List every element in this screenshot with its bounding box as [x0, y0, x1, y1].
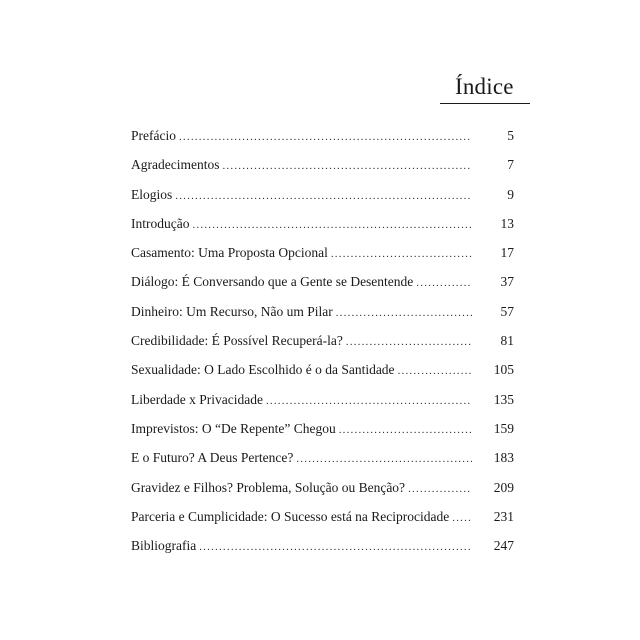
dot-leader: [331, 244, 472, 264]
toc-entry-page: 231: [493, 508, 514, 524]
dot-leader: [175, 186, 472, 206]
dot-leader: [192, 215, 472, 235]
dot-leader: [339, 420, 472, 440]
toc-entry: [131, 185, 514, 214]
toc-entry: [131, 478, 514, 507]
toc-entry-page: 209: [493, 479, 514, 495]
toc-entry: [131, 390, 514, 419]
toc-entry: [131, 272, 514, 301]
toc-entry-page: 81: [500, 333, 514, 349]
toc-entry-title: Diálogo: É Conversando que a Gente se Desentende: [131, 274, 414, 290]
toc-entry: [131, 155, 514, 184]
toc-entry-title: Dinheiro: Um Recurso, Não um Pilar: [131, 303, 333, 319]
dot-leader: [179, 127, 472, 147]
dot-leader: [336, 303, 472, 323]
toc-entry-title: Introdução: [131, 215, 190, 231]
toc-entry: [131, 360, 514, 389]
toc-entry: [131, 214, 514, 243]
dot-leader: [346, 332, 472, 352]
toc-entry-title: Credibilidade: É Possível Recuperá-la?: [131, 333, 343, 349]
toc-entry: [131, 126, 514, 155]
toc-entry-page: 13: [500, 215, 514, 231]
toc-entry: [131, 419, 514, 448]
toc-entry-title: Agradecimentos: [131, 157, 220, 173]
toc-entry-title: Imprevistos: O “De Repente” Chegou: [131, 420, 336, 436]
dot-leader: [408, 479, 472, 499]
toc-entry-title: Bibliografia: [131, 538, 197, 554]
title-underline: [440, 103, 530, 104]
toc-entry-page: 9: [507, 186, 514, 202]
toc-entry-page: 105: [493, 362, 514, 378]
page-title: Índice: [455, 74, 514, 99]
toc-entry-title: Casamento: Uma Proposta Opcional: [131, 245, 328, 261]
dot-leader: [222, 156, 472, 176]
dot-leader: [296, 449, 472, 469]
toc-entry-page: 5: [507, 128, 514, 143]
toc-entry-page: 183: [493, 450, 514, 466]
toc-entry-title: Prefácio: [131, 128, 176, 143]
toc-entry-page: 17: [500, 245, 514, 261]
dot-leader: [416, 273, 472, 293]
dot-leader: [266, 391, 472, 411]
toc-entry: [131, 448, 514, 477]
toc-entry-title: Parceria e Cumplicidade: O Sucesso está na Reciprocidade: [131, 508, 450, 524]
toc-entry-page: 57: [500, 303, 514, 319]
toc-entry: [131, 507, 514, 536]
toc-entry: [131, 331, 514, 360]
toc-entry: [131, 243, 514, 272]
dot-leader: [199, 537, 472, 557]
toc-entry-page: 159: [493, 420, 514, 436]
toc-entry-title: Gravidez e Filhos? Problema, Solução ou Benção?: [131, 479, 406, 495]
toc-entry: [131, 536, 514, 565]
toc-entry-title: Liberdade x Privacidade: [131, 391, 263, 407]
dot-leader: [452, 508, 472, 528]
table-of-contents: [131, 126, 514, 565]
toc-entry-page: 37: [500, 274, 514, 290]
toc-entry-title: Elogios: [131, 186, 173, 202]
toc-entry: [131, 302, 514, 331]
toc-entry-page: 7: [507, 157, 514, 173]
dot-leader: [398, 361, 472, 381]
toc-entry-title: Sexualidade: O Lado Escolhido é o da Santidade: [131, 362, 395, 378]
toc-entry-page: 247: [493, 538, 514, 554]
toc-entry-title: E o Futuro? A Deus Pertence?: [131, 450, 294, 466]
toc-entry-page: 135: [493, 391, 514, 407]
